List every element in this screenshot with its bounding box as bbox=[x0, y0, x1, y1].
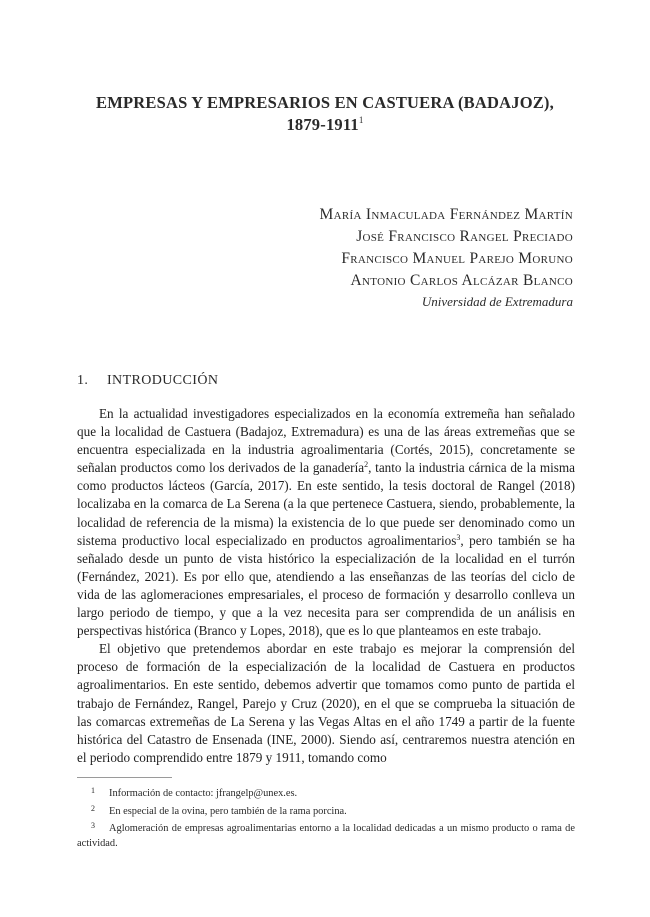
body-text bbox=[77, 405, 575, 767]
paper-title bbox=[80, 92, 570, 136]
paragraph-text: , pero también se ha señalado desde un punto de vista histórico la especialización de la localidad en el turrón (Fernández, 2021). Es por ello que, atendiendo a las enseñanzas de las teorías del ciclo de vida de las aglomeraciones empresariales, el proceso de formación y desarrollo conlleva un largo periodo de tiempo, y que a la vez necesita para ser comprendida de un análisis en perspectivas histórica (Branco y Lopes, 2018), que es lo que planteamos en este trabajo. bbox=[77, 532, 575, 639]
paragraph-text: , tanto la industria cárnica de la misma como productos lácteos (García, 2017). En este sentido, la tesis doctoral de Rangel (2018) localizaba en la comarca de La Serena (a la que pertenece Castuera, siendo, probablemente, la localidad de referencia de la misma) la existencia de lo que puede ser denominado como un sistema productivo local especializado en productos agroalimentarios bbox=[77, 460, 575, 548]
title-footnote-mark[interactable]: 1 bbox=[358, 115, 364, 125]
author-list bbox=[320, 204, 573, 292]
footnote-text: Aglomeración de empresas agroalimentarias entorno a la localidad dedicadas a un mismo producto o rama de actividad. bbox=[77, 823, 575, 849]
footnote bbox=[77, 784, 575, 802]
affiliation: Universidad de Extremadura bbox=[421, 294, 573, 309]
author-name: María Inmaculada Fernández Martín bbox=[319, 206, 573, 223]
section-heading bbox=[77, 372, 218, 390]
paragraph-text: En la actualidad investigadores especializados en la economía extremeña han señalado que la localidad de Castuera (Badajoz, Extremadura) es una de las áreas extremeñas que se encuentra especializada en la industria agroalimentaria (Cortés, 2015), concretamente se señalan productos como los derivados de la ganadería bbox=[77, 406, 575, 476]
author-name: Antonio Carlos Alcázar Blanco bbox=[350, 272, 573, 289]
footnote-ref[interactable]: 2 bbox=[364, 460, 369, 470]
footnote-text: Información de contacto: jfrangelp@unex.es. bbox=[109, 788, 298, 799]
title-years: 1879-1911 bbox=[286, 115, 359, 134]
footnote-ref[interactable]: 3 bbox=[456, 532, 461, 542]
footnote-mark: 1 bbox=[91, 786, 95, 795]
title-line-1: EMPRESAS Y EMPRESARIOS EN CASTUERA (BADAJOZ), bbox=[96, 93, 554, 112]
footnote bbox=[77, 802, 575, 820]
author-name: Francisco Manuel Parejo Moruno bbox=[341, 250, 573, 267]
title-line-2 bbox=[80, 114, 570, 136]
section-number: 1. bbox=[77, 373, 89, 388]
footnote-divider bbox=[77, 777, 172, 778]
paragraph: El objetivo que pretendemos abordar en este trabajo es mejorar la comprensión del proceso de formación de la especialización de la localidad de Castuera en productos agroalimentarios. En este sentido, debemos advertir que tomamos como punto de partida el trabajo de Fernández, Rangel, Parejo y Cruz (2020), en el que se comprueba la situación de las comarcas extremeñas de La Serena y las Vegas Altas en el año 1749 a partir de la fuente histórica del Catastro de Ensenada (INE, 2000). Siendo así, centraremos nuestra atención en el periodo comprendido entre 1879 y 1911, tomando como bbox=[77, 641, 575, 765]
footnote bbox=[77, 819, 575, 851]
footnote-mark: 3 bbox=[91, 821, 95, 830]
footnote-text: En especial de la ovina, pero también de la rama porcina. bbox=[109, 805, 347, 817]
paragraph bbox=[77, 405, 575, 640]
section-title: INTRODUCCIÓN bbox=[107, 373, 219, 388]
footnote-mark: 2 bbox=[91, 803, 95, 813]
author-name: José Francisco Rangel Preciado bbox=[356, 228, 573, 245]
footnotes bbox=[77, 784, 575, 851]
